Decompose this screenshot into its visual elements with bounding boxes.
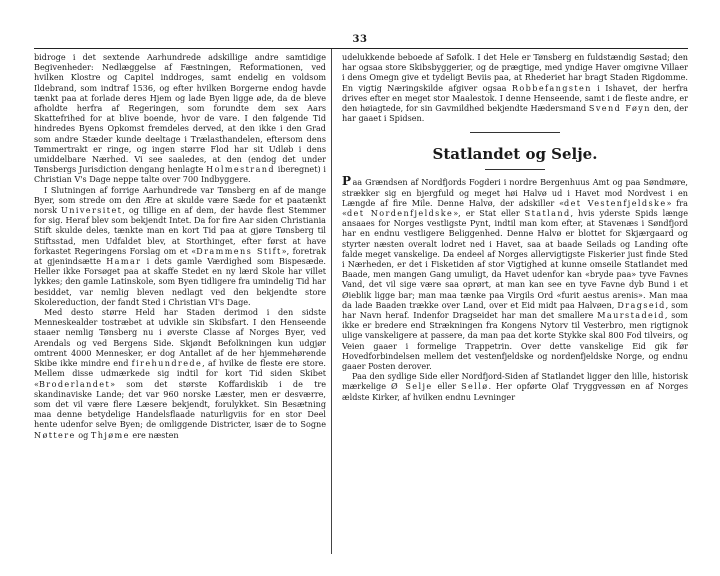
- spaced-name: Drammens Stift: [196, 245, 282, 256]
- spaced-name: Broderlandet: [38, 378, 111, 389]
- left-column: [34, 52, 326, 440]
- section-title: Statlandet og Selje.: [432, 145, 598, 164]
- spaced-name: Maurstadeid: [597, 310, 665, 321]
- header-rule: [34, 48, 688, 49]
- spaced-name: Nøttere: [34, 429, 76, 440]
- spaced-name: Svend Føyn: [588, 103, 651, 114]
- paragraph: Paa den sydlige Side eller Nordfjord-Siden af Statlandet ligger den lille, historisk mærkelige Ø Selje eller Sellø. Her opførte Olaf Tryggvessøn en af Norges ældste Kirker, af hvilken endnu Levninger: [342, 371, 688, 402]
- drop-cap: P: [342, 174, 353, 189]
- title-underline: [485, 169, 545, 170]
- column-divider: [331, 49, 332, 554]
- spaced-name: firehundrede: [131, 358, 203, 369]
- spaced-name: Holmestrand: [206, 164, 275, 175]
- spaced-name: Hamar: [106, 256, 142, 267]
- spaced-name: det Vestenfjeldske: [564, 197, 667, 208]
- paragraph: Med desto større Held har Staden derimod i den sidste Menneskealder tostræbet at udvikle sin Skibsfart. I den Henseende staaer nemlig Tønsberg nu i øverste Classe af Norges Byer, ved Arendals og ved Bergens Side. Skjøndt Befolkningen kun udgjør omtrent 4000 Mennesker, er dog Antallet af de her hjemmehørende Skibe ikke mindre end firehundrede, af hvilke de fleste ere store. Mellem disse udmærkede sig indtil for kort Tid siden Skibet «Broderlandet» som det største Koffardiskib i de tre skandinaviske Lande; det var 960 norske Læster, men er desværre, som det vil være flere Læsere bekjendt, forulykket. Sin Besætning maa denne betydelige Handelsflaade naturligviis for en stor Deel hente udenfor selve Byen; de omliggende Districter, især de to Sogne Nøttere og Thjøme ere næsten: [34, 307, 326, 440]
- paragraph: udelukkende beboede af Søfolk. I det Hele er Tønsberg en fuldstændig Søstad; den har ogsaa store Skibsbyggerier, og de prægtige, med yndige Haver omgivne Villaer i dens Omegn give et tydeligt Beviis paa, at Rhederiet har bragt Staden Rigdomme. En vigtig Næringskilde afgiver ogsaa Robbefangsten i Ishavet, der herfra drives efter en meget stor Maalestok. I denne Henseende, samt i de fleste andre, er den høiagtede, for sin Gavmildhed bekjendte Hædersmand Svend Føyn den, der har gaaet i Spidsen.: [342, 52, 689, 124]
- paragraph: bidroge i det sextende Aarhundrede adskillige andre samtidige Begivenheder: Nedlæggelse af Fæstningen, Reformationen, ved hvilken Klostre og Capitel inddroges, samt endelig en voldsom Ildebrand, som indtraf 1536, og efter hvilken Borgerne endog havde tænkt paa at forlade deres Hjem og lade Byen ligge øde, da de bleve afholdte herfra af Regeringen, som forundte dem sex Aars Skattefrihed for at blive boende, hvor de vare. I den følgende Tid hindredes Byens Opkomst fremdeles derved, at den ikke i den Grad som andre Stæder kunde deeltage i Trælasthandelen, eftersom dens Tømmertrakt er ringe, og ingen større Flod har sit Udløb i dens umiddelbare Nærhed. Vi see saaledes, at den (endog det under Tønsbergs Jurisdiction dengang henlagte Holmestrand iberegnet) i Christian V's Dage neppe talte over 700 Indbyggere.: [34, 52, 326, 185]
- spaced-name: Dragseid: [617, 299, 666, 310]
- section-divider: [470, 132, 560, 133]
- paragraph: I Slutningen af forrige Aarhundrede var Tønsberg en af de mange Byer, som strede om den Ære at skulde være Sæde for et paatænkt norsk Universitet, og tillige en af dem, der havde flest Stemmer for sig. Heraf blev som bekjendt Intet. Da for fire Aar siden Christiania Stift skulde deles, tænkte man en kort Tid paa at gjøre Tønsberg til Stiftsstad, men Udfaldet blev, at Storthinget, efter først at have forkastet Regeringens Forslag om et «Drammens Stift», foretrak at gjenindsætte Hamar i dets gamle Værdighed som Bispesæde. Heller ikke Forsøget paa at skaffe Stedet en ny lærd Skole har villet lykkes; den gamle Latinskole, som Byen tidligere fra umindelig Tid har besiddet, var nemlig bleven nedlagt ved den bekjendte store Skolereduction, der fandt Sted i Christian VI's Dage.: [34, 184, 326, 307]
- spaced-name: Ø Selje: [390, 381, 433, 392]
- spaced-name: Robbefangsten: [511, 82, 592, 93]
- right-column: [342, 52, 688, 402]
- spaced-name: Universitet: [61, 205, 123, 216]
- paragraph: Paa Grændsen af Nordfjords Fogderi i nordre Bergenhuus Amt og paa Søndmøre, strækker sig en bjergfuld og meget høi Halvø ud i Havet mod Nordvest i en Længde af fire Mile. Denne Halvø, der adskiller «det Vestenfjeldske» fra «det Nordenfjeldske», er Stat eller Statland, hvis yderste Spids længe ansaaes for Norges vestligste Pynt, indtil man kom efter, at Stavenæs i Søndfjord har en endnu vestligere Beliggenhed. Denne Halvø er blottet for Skjærgaard og styrter næsten overalt lodret ned i Havet, saa at baade Seilads og Landing ofte falde meget vanskelige. Da endeel af Norges allervigtigste Fiskerier just finde Sted i Nærheden, er det i Fisketiden af stor Vigtighed at kunne omseile Statlandet med Baade, men mangen Gang umuligt, da Havet udenfor kan «bryde paa» tyve Favnes Vand, det vil sige være saa oprørt, at man kan see en tyve Favne dyb Bund i et Øieblik ligge bar; man maa tænke paa Virgils Ord «furit aestus arenis». Man maa da lade Baaden trække over Land, over et Eid midt paa Halvøen, Dragseid, som har Navn heraf. Indenfor Dragseidet har man det smallere Maurstadeid, som ikke er bredere end Strækningen fra Kongens Nytorv til Vesterbro, men rigtignok ulige vanskeligere at passere, da man paa det korte Stykke skal 800 Fod tilveirs, og Veien gaaer i formelige Trappetrin. Over dette vanskelige Eid gik før Hovedforbindelsen mellem det vestenfjeldske og nordenfjeldske Norge, og endnu gaaer Posten derover.: [342, 174, 688, 372]
- spaced-name: det Nordenfjeldske: [346, 208, 454, 219]
- page-number: 33: [352, 34, 368, 45]
- spaced-name: Thjøme: [90, 429, 130, 440]
- spaced-name: Sellø: [461, 381, 489, 392]
- spaced-name: Statland: [524, 208, 571, 219]
